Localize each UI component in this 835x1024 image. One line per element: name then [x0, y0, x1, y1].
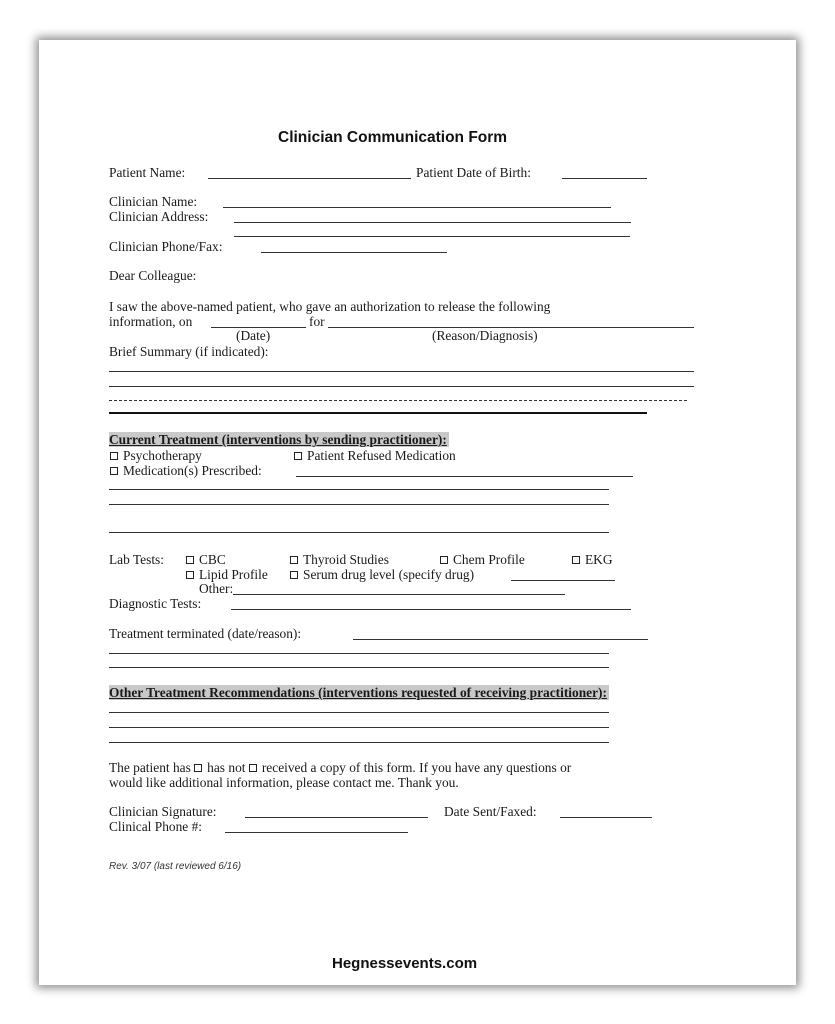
treatment-line-2[interactable] — [109, 504, 609, 505]
clinician-name-label: Clinician Name: — [109, 194, 198, 209]
lipid-checkbox[interactable] — [186, 571, 194, 579]
other-tests-label: Other: — [199, 581, 234, 596]
chem-option[interactable] — [440, 552, 525, 567]
medications-field[interactable] — [296, 476, 633, 477]
clinician-address-field-2[interactable] — [234, 236, 630, 237]
clinical-phone-label: Clinical Phone #: — [109, 819, 202, 834]
medications-label: Medication(s) Prescribed: — [123, 463, 262, 478]
reason-caption: (Reason/Diagnosis) — [432, 328, 538, 343]
has-not-label: has not — [207, 760, 246, 775]
section-divider — [109, 412, 647, 414]
recommendation-line-3[interactable] — [109, 742, 609, 743]
psychotherapy-checkbox[interactable] — [110, 452, 118, 460]
authorization-for-label: for — [309, 314, 325, 329]
cbc-option[interactable] — [186, 552, 226, 567]
serum-drug-field[interactable] — [511, 580, 615, 581]
brief-summary-label: Brief Summary (if indicated): — [109, 344, 269, 359]
thyroid-label: Thyroid Studies — [303, 552, 389, 567]
serum-checkbox[interactable] — [290, 571, 298, 579]
date-sent-field[interactable] — [560, 817, 652, 818]
lipid-option[interactable] — [186, 567, 268, 582]
thyroid-checkbox[interactable] — [290, 556, 298, 564]
summary-line-1[interactable] — [109, 371, 694, 372]
psychotherapy-option[interactable] — [110, 448, 202, 463]
serum-label: Serum drug level (specify drug) — [303, 567, 475, 582]
clinician-phone-label: Clinician Phone/Fax: — [109, 239, 223, 254]
clinician-phone-field[interactable] — [261, 252, 447, 253]
patient-refused-checkbox[interactable] — [294, 452, 302, 460]
authorization-info-label: information, on — [109, 314, 193, 329]
ekg-checkbox[interactable] — [572, 556, 580, 564]
medications-option[interactable] — [110, 463, 262, 478]
treatment-line-3[interactable] — [109, 532, 609, 533]
medications-checkbox[interactable] — [110, 467, 118, 475]
ekg-label: EKG — [585, 552, 613, 567]
revision-note: Rev. 3/07 (last reviewed 6/16) — [109, 861, 242, 872]
chem-checkbox[interactable] — [440, 556, 448, 564]
thyroid-option[interactable] — [290, 552, 389, 567]
closing-line-1-end: received a copy of this form. If you have any questions or — [261, 760, 572, 775]
treatment-terminated-label: Treatment terminated (date/reason): — [109, 626, 302, 641]
form-title: Clinician Communication Form — [278, 129, 508, 146]
clinician-address-field[interactable] — [234, 222, 631, 223]
patient-refused-label: Patient Refused Medication — [307, 448, 456, 463]
lipid-label: Lipid Profile — [199, 567, 268, 582]
patient-dob-field[interactable] — [562, 178, 647, 179]
chem-label: Chem Profile — [453, 552, 525, 567]
recommendation-line-2[interactable] — [109, 727, 609, 728]
other-recommendations-heading: Other Treatment Recommendations (interventions requested of receiving practitioner): — [109, 685, 607, 700]
treatment-line-1[interactable] — [109, 489, 609, 490]
current-treatment-heading: Current Treatment (interventions by sending practitioner): — [109, 432, 447, 447]
clinician-signature-field[interactable] — [245, 817, 428, 818]
date-sent-label: Date Sent/Faxed: — [444, 804, 537, 819]
authorization-text: I saw the above-named patient, who gave an authorization to release the following — [109, 299, 551, 314]
clinician-address-label: Clinician Address: — [109, 209, 209, 224]
cbc-label: CBC — [199, 552, 226, 567]
psychotherapy-label: Psychotherapy — [123, 448, 202, 463]
clinician-name-field[interactable] — [223, 207, 611, 208]
patient-refused-option[interactable] — [294, 448, 456, 463]
closing-line-1 — [109, 760, 571, 775]
summary-line-2[interactable] — [109, 386, 694, 387]
greeting: Dear Colleague: — [109, 268, 197, 283]
summary-line-3[interactable] — [109, 400, 687, 401]
patient-name-field[interactable] — [208, 178, 411, 179]
terminated-line-2[interactable] — [109, 653, 609, 654]
clinical-phone-field[interactable] — [225, 832, 408, 833]
other-tests-field[interactable] — [233, 594, 565, 595]
ekg-option[interactable] — [572, 552, 613, 567]
footer-website: Hegnessevents.com — [332, 955, 478, 972]
patient-has-label: The patient has — [109, 760, 191, 775]
diagnostic-tests-label: Diagnostic Tests: — [109, 596, 202, 611]
has-checkbox[interactable] — [194, 764, 202, 772]
clinician-signature-label: Clinician Signature: — [109, 804, 217, 819]
serum-option[interactable] — [290, 567, 474, 582]
form-page — [39, 40, 796, 985]
treatment-terminated-field[interactable] — [353, 639, 648, 640]
closing-line-2: would like additional information, please contact me. Thank you. — [109, 775, 459, 790]
has-not-checkbox[interactable] — [249, 764, 257, 772]
lab-tests-label: Lab Tests: — [109, 552, 164, 567]
cbc-checkbox[interactable] — [186, 556, 194, 564]
recommendation-line-1[interactable] — [109, 712, 609, 713]
terminated-line-3[interactable] — [109, 667, 609, 668]
diagnostic-tests-field[interactable] — [231, 609, 631, 610]
patient-dob-label: Patient Date of Birth: — [416, 165, 531, 180]
patient-name-label: Patient Name: — [109, 165, 186, 180]
date-caption: (Date) — [236, 328, 271, 343]
